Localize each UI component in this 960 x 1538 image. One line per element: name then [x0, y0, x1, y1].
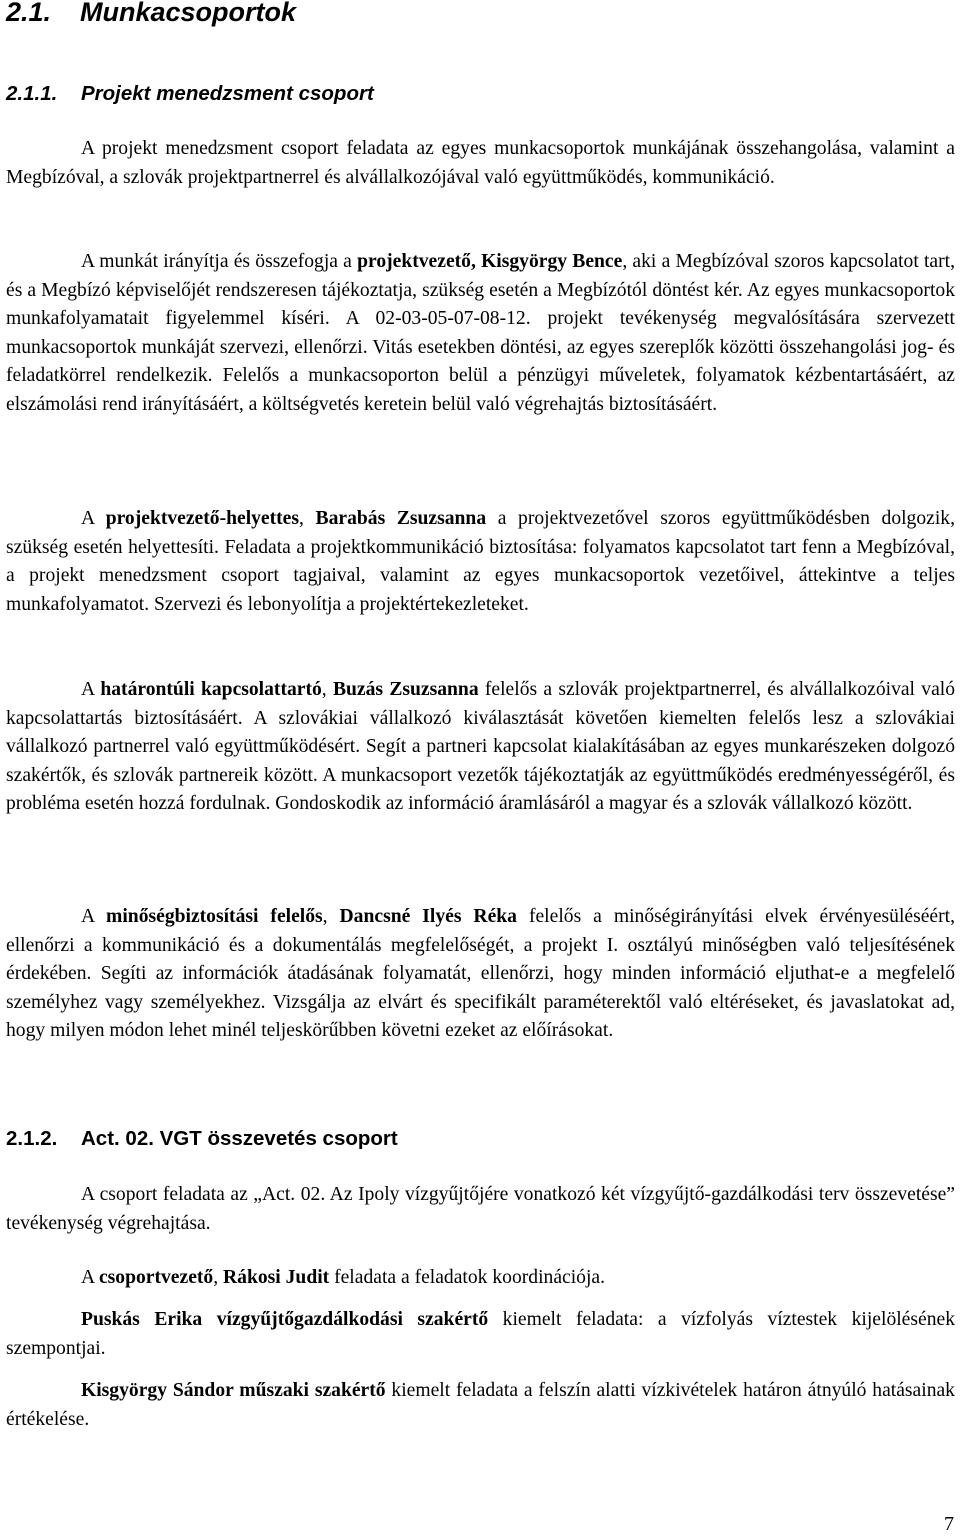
water-expert-name: Puskás Erika vízgyűjtőgazdálkodási szakértő	[81, 1309, 489, 1330]
subsection-number-2: 2.1.2.	[6, 1127, 58, 1150]
paragraph-2-text: A munkát irányítja és összefogja a	[81, 251, 358, 272]
paragraph-7	[6, 1264, 955, 1293]
subsection-title-2: Act. 02. VGT összevetés csoport	[81, 1127, 398, 1150]
quality-name: Dancsné Ilyés Réka	[339, 906, 517, 927]
paragraph-3-text: A	[81, 508, 106, 529]
paragraph-4-text: felelős a szlovák projektpartnerrel, és alvállalkozóival való kapcsolattartás biztosításáért. A szlovákiai vállalkozó kiválasztását követően kiemelten felelős lesz a szlovákiai vállalkozó partnerrel való együttműködésért. Segít a partneri kapcsolat kialakításában az egyes munkarészeken dolgozó szakértők, és szlovák partnereik között. A munkacsoport vezetők tájékoztatják az együttműködés eredményességéről, és probléma esetén hozzá fordulnak. Gondoskodik az információ áramlásáról a magyar és a szlovák vállalkozó között.	[6, 679, 956, 815]
quality-role: minőségbiztosítási felelős	[106, 906, 323, 927]
paragraph-7-text: ,	[213, 1267, 224, 1288]
page-number: 7	[944, 1513, 954, 1535]
paragraph-9	[6, 1377, 955, 1434]
paragraph-8-text: kiemelt feladata: a vízfolyás víztestek kijelölésének szempontjai.	[6, 1309, 955, 1359]
paragraph-4	[6, 676, 955, 819]
paragraph-2	[6, 248, 955, 420]
deputy-name: Barabás Zsuzsanna	[315, 508, 487, 529]
paragraph-3	[6, 505, 955, 619]
paragraph-8	[6, 1306, 955, 1363]
liaison-role: határontúli kapcsolattartó	[100, 679, 322, 700]
group-leader-role: csoportvezető	[98, 1267, 214, 1288]
section-title: Munkacsoportok	[80, 0, 297, 27]
paragraph-3-text: a projektvezetővel szoros együttműködésben dolgozik, szükség esetén helyettesíti. Feladata a projektkommunikáció biztosítása: folyamatos kapcsolatot tart fenn a Megbízóval, a projekt menedzsment csoport tagjaival, valamint az egyes munkacsoportok vezetőivel, áttekintve a teljes munkafolyamatot. Szervezi és lebonyolítja a projektértekezleteket.	[6, 508, 955, 615]
paragraph-7-text: A	[81, 1267, 99, 1288]
paragraph-4-text: ,	[321, 679, 333, 700]
paragraph-1: A projekt menedzsment csoport feladata az egyes munkacsoportok munkájának összehangolása, valamint a Megbízóval, a szlovák projektpartnerrel és alvállalkozójával való együttműködés, kommunikáció.	[6, 138, 955, 188]
paragraph-7-text: feladata a feladatok koordinációja.	[329, 1267, 605, 1288]
deputy-role: projektvezető-helyettes	[105, 508, 300, 529]
technical-expert-name: Kisgyörgy Sándor műszaki szakértő	[81, 1380, 386, 1401]
paragraph-3-text: ,	[299, 508, 316, 529]
paragraph-2-text: , aki a Megbízóval szoros kapcsolatot tart, és a Megbízó képviselőjét rendszeresen tájékoztatja, szükség esetén a Megbízótól döntést kér. Az egyes munkacsoportok munkafolyamatait figyelemmel kíséri. A 02-03-05-07-08-12. projekt tevékenység megvalósítására szervezett munkacsoportok munkáját szervezi, ellenőrzi. Vitás esetekben döntési, az egyes szereplők közötti összehangolási jog- és feladatkörrel rendelkezik. Felelős a munkacsoporton belül a pénzügyi műveletek, folyamatok kézbentartásáért, az elszámolási rend irányításáért, a költségvetés keretein belül való végrehajtás biztosításáért.	[6, 251, 955, 415]
subsection-title-1: Projekt menedzsment csoport	[81, 82, 374, 105]
project-manager-name: projektvezető, Kisgyörgy Bence	[357, 251, 623, 272]
paragraph-6: A csoport feladata az „Act. 02. Az Ipoly vízgyűjtőjére vonatkozó két vízgyűjtő-gazdálkodási terv összevetése” tevékenység végrehajtása.	[6, 1184, 955, 1234]
paragraph-4-text: A	[81, 679, 101, 700]
subsection-number-1: 2.1.1.	[6, 82, 58, 105]
paragraph-9-text: kiemelt feladata a felszín alatti vízkivételek határon átnyúló hatásainak értékelése.	[6, 1380, 955, 1430]
liaison-name: Buzás Zsuzsanna	[332, 679, 479, 700]
section-heading	[6, 0, 296, 32]
paragraph-5-text: A	[81, 906, 107, 927]
subsection-heading-1	[6, 79, 374, 109]
subsection-heading-2	[6, 1124, 398, 1154]
group-leader-name: Rákosi Judit	[223, 1267, 330, 1288]
paragraph-5-text: felelős a minőségirányítási elvek érvényesüléséért, ellenőrzi a kommunikáció és a dokumentálás megfelelőségét, a projekt I. osztályú minőségben való teljesítésének érdekében. Segíti az információk átadásának folyamatát, ellenőrzi, hogy minden információ eljuthat-e a megfelelő személyhez vagy személyekhez. Vizsgálja az elvárt és specifikált paraméterektől való eltéréseket, és javaslatokat ad, hogy milyen módon lehet minél teljeskörűbben követni ezeket az előírásokat.	[6, 906, 955, 1042]
paragraph-5-text: ,	[322, 906, 340, 927]
paragraph-5	[6, 903, 955, 1046]
section-number: 2.1.	[6, 0, 52, 27]
